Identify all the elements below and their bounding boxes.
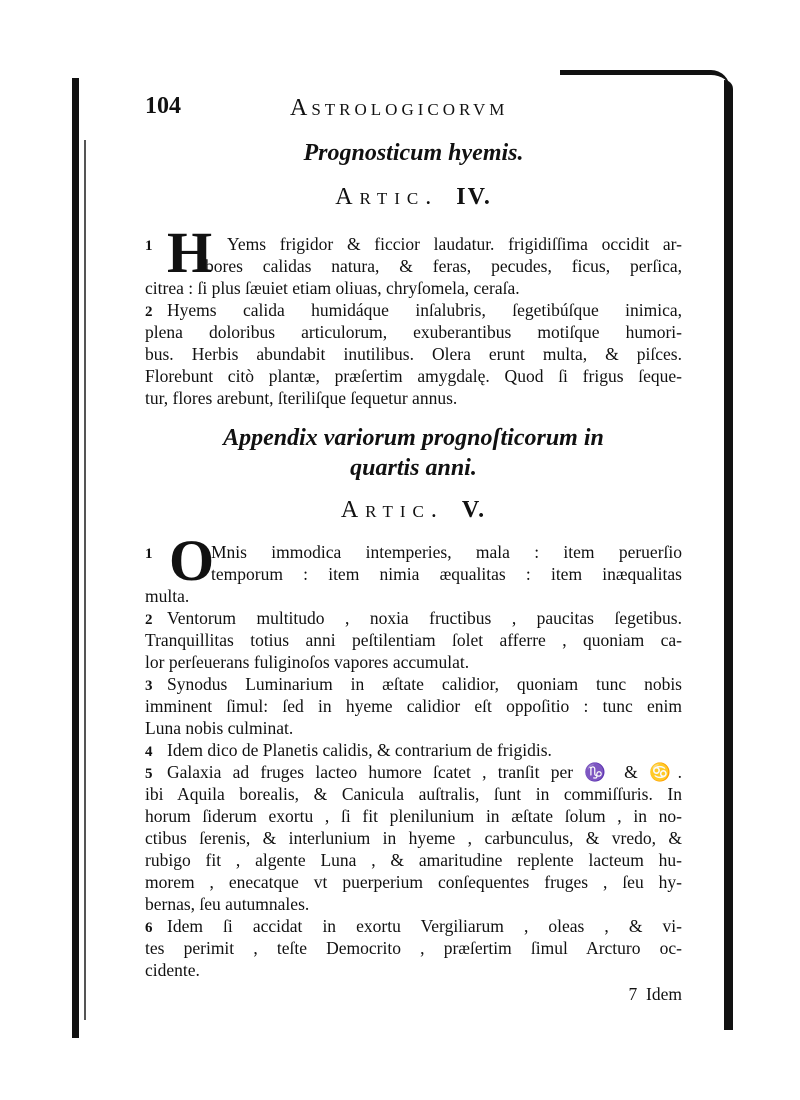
section-title-hyemis: Prognosticum hyemis. (303, 140, 524, 166)
paragraph-line: 6 Idem ſi accidat in exortu Vergiliarum , oleas , & vi- (145, 915, 682, 939)
paragraph-number: 6 (145, 920, 153, 936)
paragraph-line: rubigo fit , algente Luna , & amaritudine replente lacteum hu- (145, 850, 682, 870)
paragraph-number: 4 (145, 744, 153, 760)
paragraph-line: multa. (145, 586, 190, 606)
paragraph-number: 3 (145, 678, 153, 694)
article-number: IV. (456, 184, 492, 210)
paragraph-line: Luna nobis culminat. (145, 718, 294, 738)
page-edge-top (560, 70, 730, 89)
section-title-appendix: Appendix variorum prognoſticorum in (223, 425, 604, 451)
paragraph-line: 1 Yems frigidor & ficcior laudatur. frigidiſſima occidit ar- (145, 233, 682, 257)
drop-cap-h: H (167, 220, 213, 285)
page-edge-left-shadow (84, 140, 86, 1020)
paragraph-line: morem , enecatque vt puerperium conſequentes fruges , ſeu hy- (145, 872, 682, 892)
paragraph-line: 2 Ventorum multitudo , noxia fructibus , paucitas ſegetibus. (145, 607, 682, 631)
drop-cap-o: O (169, 528, 215, 593)
paragraph-number: 1 (145, 238, 153, 254)
paragraph-line: bus. Herbis abundabit inutilibus. Olera erunt multa, & piſces. (145, 344, 682, 364)
paragraph-line: plena doloribus articulorum, exuberantibus motiſque humori- (145, 322, 682, 342)
article-label: Artic. (335, 184, 439, 210)
paragraph-line: 5 Galaxia ad fruges lacteo humore ſcatet , tranſit per ♑ & ♋. (145, 761, 682, 785)
paragraph-line: tes perimit , teſte Democrito , præſertim ſimul Arcturo oc- (145, 938, 682, 958)
paragraph-line: ctibus ſerenis, & interlunium in hyeme , carbunculus, & vredo, & (145, 828, 682, 848)
article-label: Artic. (340, 497, 444, 523)
paragraph-number: 2 (145, 304, 153, 320)
paragraph-number: 2 (145, 612, 153, 628)
paragraph-line: 1 Mnis immodica intemperies, mala : item peruerſio (145, 541, 682, 565)
paragraph-line: 2 Hyems calida humidáque inſalubris, ſegetibúſque inimica, (145, 299, 682, 323)
article-heading-v (145, 497, 682, 524)
catchword: 7 Idem (628, 984, 682, 1004)
paragraph-line: imminent ſimul: ſed in hyeme calidior eſt oppoſitio : tunc enim (145, 696, 682, 716)
page-edge-left (72, 78, 79, 1038)
paragraph-line: horum ſiderum exortu , ſi fit plenilunium in æſtate ſolum , in no- (145, 806, 682, 826)
paragraph-line: lor perſeuerans fuliginoſos vapores accumulat. (145, 652, 470, 672)
paragraph-line: citrea : ſi plus ſæuiet etiam oliuas, chryſomela, ceraſa. (145, 278, 520, 298)
paragraph-line: tur, flores arebunt, ſteriliſque ſequetur annus. (145, 388, 458, 408)
article-heading-iv (145, 184, 682, 211)
paragraph-line: Florebunt citò plantæ, præſertim amygdalę. Quod ſi frigus ſeque- (145, 366, 682, 386)
page-edge-right (724, 80, 733, 1030)
paragraph-line: 4 Idem dico de Planetis calidis, & contrarium de frigidis. (145, 739, 682, 763)
page-number: 104 (145, 93, 181, 119)
paragraph-line: bores calidas natura, & feras, pecudes, ficus, perſica, (205, 256, 682, 276)
paragraph-line: bernas, ſeu autumnales. (145, 894, 310, 914)
paragraph-number: 5 (145, 766, 153, 782)
article-number: V. (461, 497, 487, 523)
paragraph-line: 3 Synodus Luminarium in æſtate calidior, quoniam tunc nobis (145, 673, 682, 697)
paragraph-line: cidente. (145, 960, 200, 980)
paragraph-line: temporum : item nimia æqualitas : item inæqualitas (211, 564, 682, 584)
section-title-appendix-line2: quartis anni. (350, 455, 477, 481)
running-title: Astrologicorvm (290, 95, 509, 121)
paragraph-number: 1 (145, 546, 153, 562)
paragraph-line: Tranquillitas totius anni peſtilentiam ſolet afferre , quoniam ca- (145, 630, 682, 650)
paragraph-line: ibi Aquila borealis, & Canicula auſtralis, ſunt in commiſſuris. In (145, 784, 682, 804)
running-header (145, 93, 682, 123)
